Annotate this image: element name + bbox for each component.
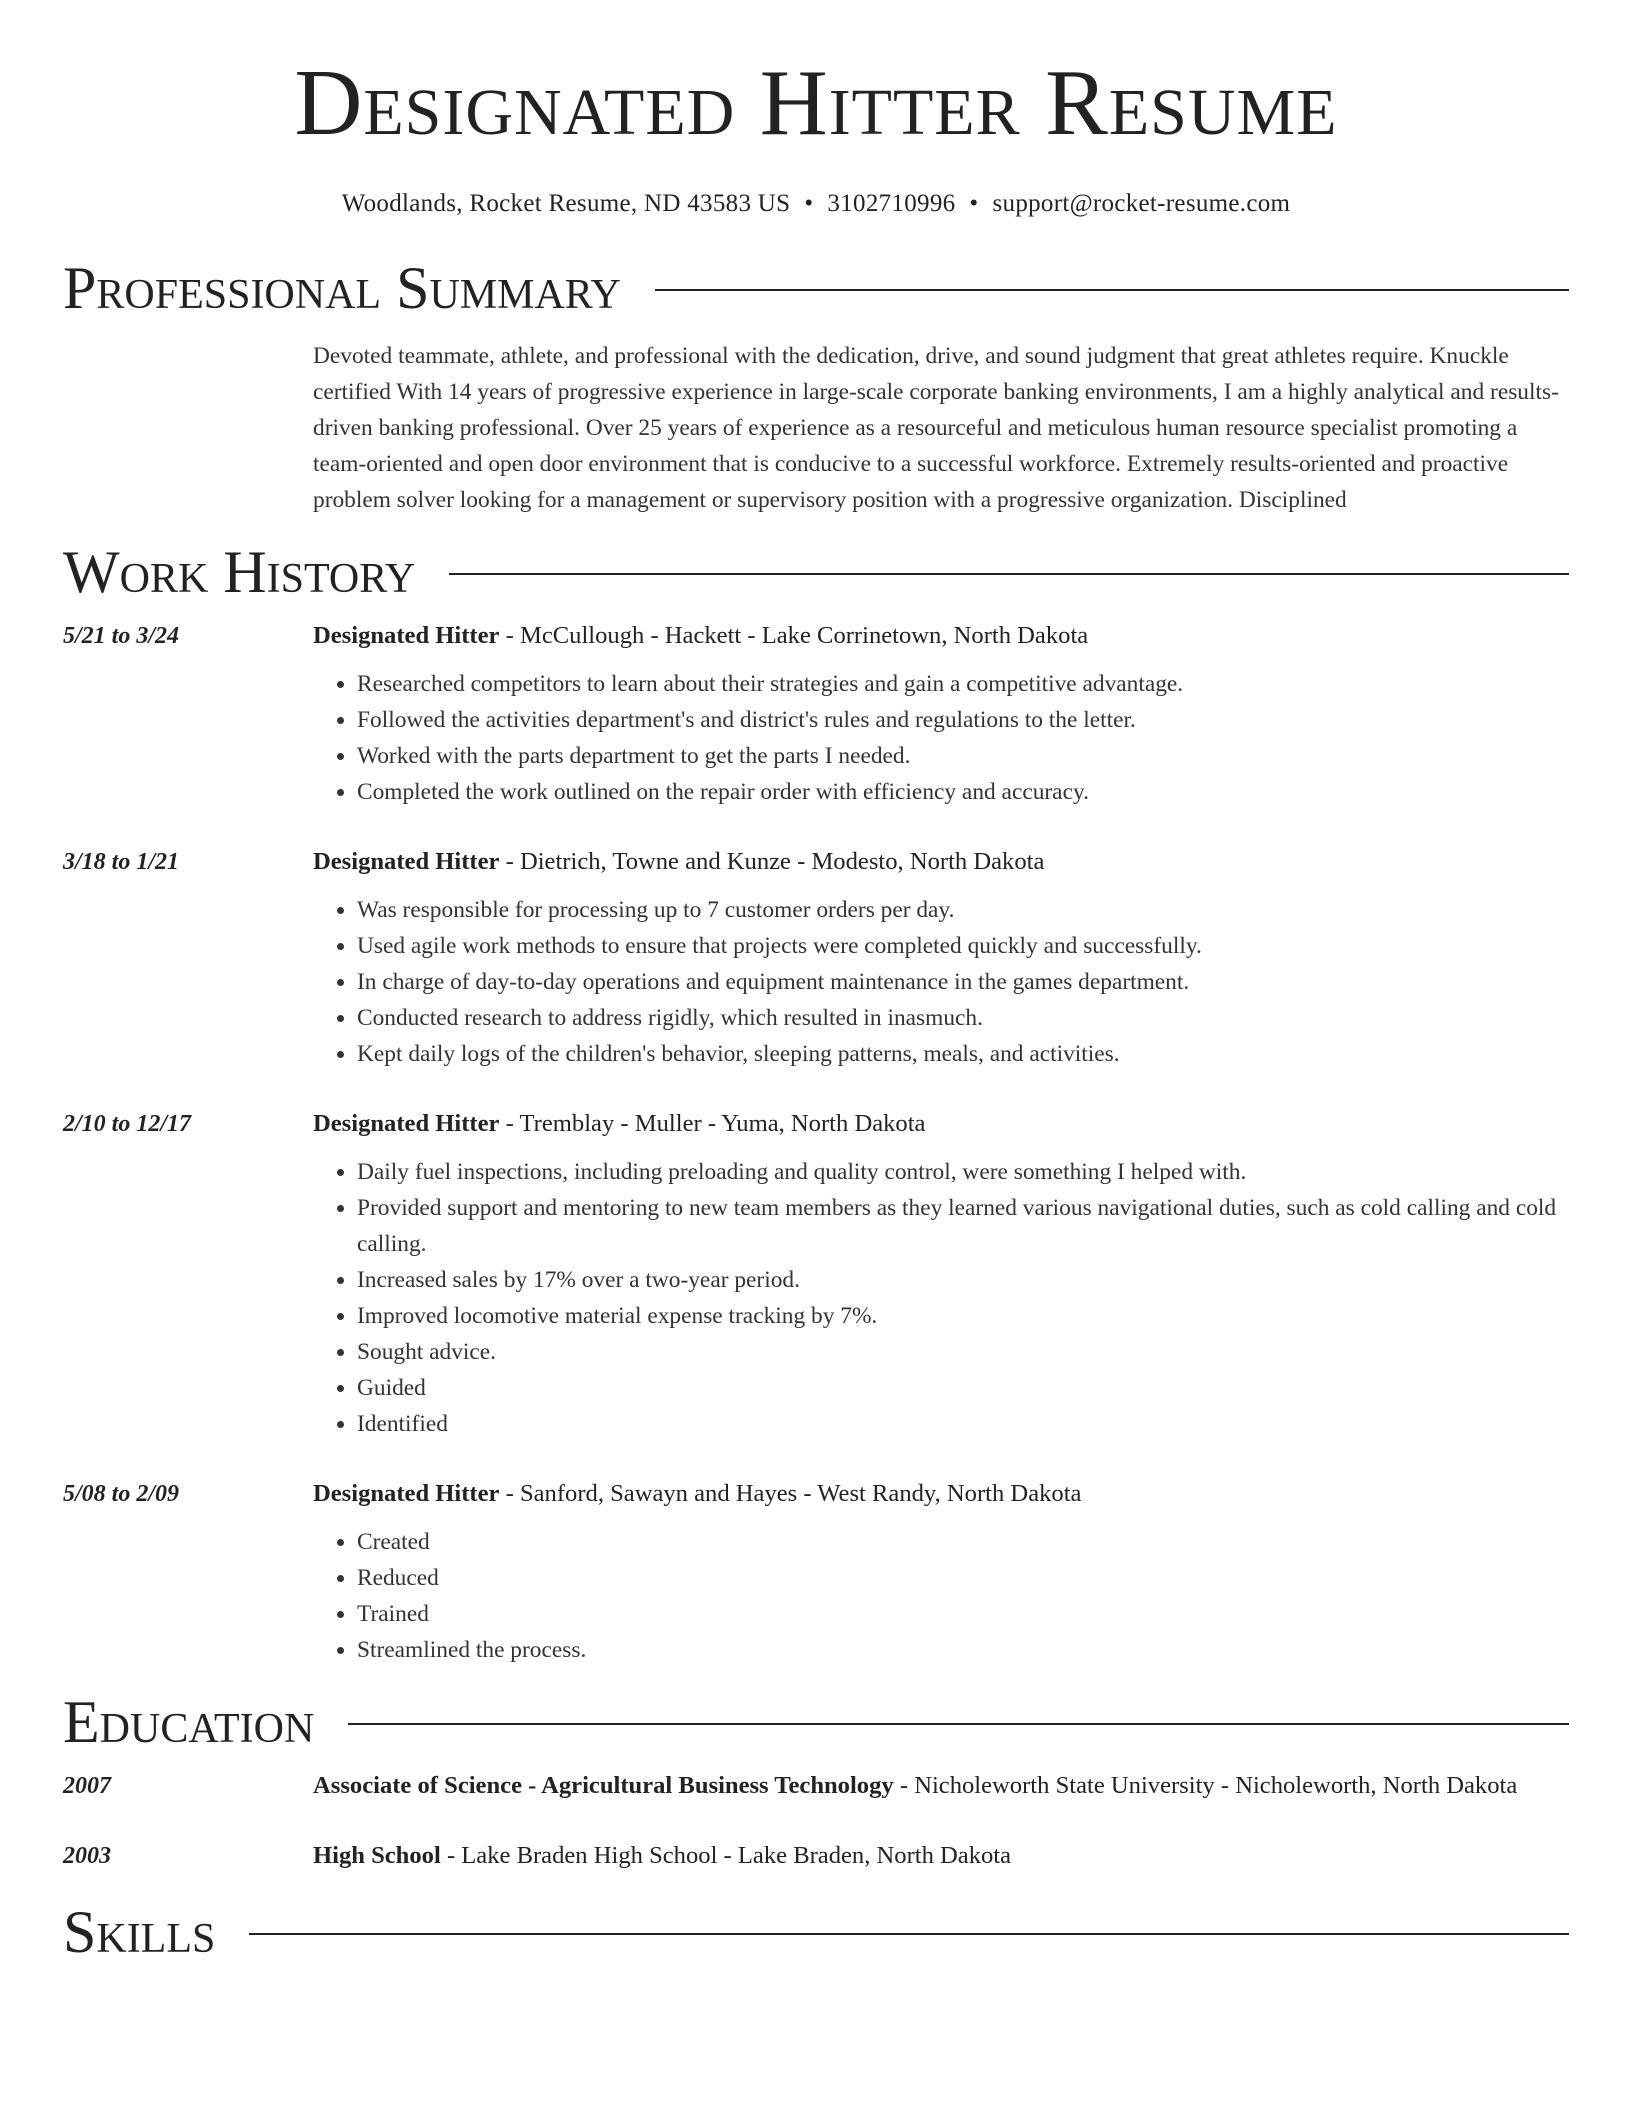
job-title: Designated Hitter <box>313 622 500 649</box>
bullet-item: • Was responsible for processing up to 7 customer orders per day. <box>357 892 1569 928</box>
school-details: - Nicholeworth State University - Nicholeworth, North Dakota <box>893 1772 1518 1799</box>
education-entry <box>63 1836 1569 1876</box>
work-heading <box>313 842 1569 882</box>
employer-details: - Sanford, Sawayn and Hayes - West Randy, North Dakota <box>499 1480 1082 1507</box>
work-dates: 5/21 to 3/24 <box>63 623 180 649</box>
contact-phone: 3102710996 <box>827 190 956 217</box>
summary-section-header <box>63 255 1569 321</box>
resume-title: Designated Hitter Resume <box>294 51 1338 155</box>
contact-line <box>63 190 1569 218</box>
bullet-item: • Used agile work methods to ensure that projects were completed quickly and successfully. <box>357 928 1569 964</box>
section-divider <box>449 573 1569 575</box>
work-entry <box>63 616 1569 810</box>
contact-email: support@rocket-resume.com <box>992 190 1291 217</box>
work-bullets <box>313 1524 1569 1668</box>
bullet-item: • Provided support and mentoring to new team members as they learned various navigational duties, such as cold calling and cold calling. <box>357 1190 1569 1262</box>
work-section-header <box>63 539 1569 605</box>
job-title: Designated Hitter <box>313 848 500 875</box>
section-divider <box>249 1933 1569 1935</box>
education-entry <box>63 1766 1569 1806</box>
work-heading <box>313 1104 1569 1144</box>
work-dates: 5/08 to 2/09 <box>63 1481 180 1507</box>
bullet-item: • Created <box>357 1524 1569 1560</box>
section-divider <box>348 1723 1569 1725</box>
employer-details: - Dietrich, Towne and Kunze - Modesto, North Dakota <box>499 848 1045 875</box>
bullet-item: • Completed the work outlined on the repair order with efficiency and accuracy. <box>357 774 1569 810</box>
work-entry <box>63 1104 1569 1442</box>
bullet-item: • Sought advice. <box>357 1334 1569 1370</box>
bullet-item: • Improved locomotive material expense tracking by 7%. <box>357 1298 1569 1334</box>
summary-text: Devoted teammate, athlete, and professional with the dedication, drive, and sound judgment that great athletes require. Knuckle certified With 14 years of progressive experience in large-scale corporate banking environments, I am a highly analytical and results-driven banking professional. Over 25 years of experience as a resourceful and meticulous human resource specialist promoting a team-oriented and open door environment that is conducive to a successful workforce. Extremely results-oriented and proactive problem solver looking for a management or supervisory position with a progressive organization. Disciplined <box>313 343 1559 513</box>
contact-address: Woodlands, Rocket Resume, ND 43583 US <box>341 190 791 217</box>
education-section-header <box>63 1689 1569 1755</box>
work-dates: 3/18 to 1/21 <box>63 849 180 875</box>
work-entry <box>63 842 1569 1072</box>
bullet-item: • Increased sales by 17% over a two-year period. <box>357 1262 1569 1298</box>
bullet-item: • Reduced <box>357 1560 1569 1596</box>
work-bullets <box>313 1154 1569 1442</box>
education-year: 2007 <box>63 1773 111 1799</box>
bullet-item: • Trained <box>357 1596 1569 1632</box>
bullet-item: • Researched competitors to learn about their strategies and gain a competitive advantage. <box>357 666 1569 702</box>
work-heading <box>313 616 1569 656</box>
bullet-item: • Kept daily logs of the children's behavior, sleeping patterns, meals, and activities. <box>357 1036 1569 1072</box>
education-heading <box>313 1836 1569 1876</box>
job-title: Designated Hitter <box>313 1480 500 1507</box>
education-section-title: Education <box>63 1689 315 1755</box>
school-details: - Lake Braden High School - Lake Braden, North Dakota <box>440 1842 1012 1869</box>
bullet-item: • Streamlined the process. <box>357 1632 1569 1668</box>
education-year: 2003 <box>63 1843 111 1869</box>
education-heading <box>313 1766 1569 1806</box>
work-entry <box>63 1474 1569 1668</box>
summary-section-title: Professional Summary <box>63 255 621 321</box>
skills-section-header <box>63 1899 1569 1965</box>
bullet-item: • Guided <box>357 1370 1569 1406</box>
bullet-item: • Identified <box>357 1406 1569 1442</box>
contact-separator: • <box>969 190 979 217</box>
bullet-item: • Worked with the parts department to get the parts I needed. <box>357 738 1569 774</box>
bullet-item: • Daily fuel inspections, including preloading and quality control, were something I helped with. <box>357 1154 1569 1190</box>
employer-details: - Tremblay - Muller - Yuma, North Dakota <box>499 1110 926 1137</box>
work-section-title: Work History <box>63 539 416 605</box>
work-dates: 2/10 to 12/17 <box>63 1111 192 1137</box>
employer-details: - McCullough - Hackett - Lake Corrinetown, North Dakota <box>499 622 1089 649</box>
work-heading <box>313 1474 1569 1514</box>
degree: Associate of Science - Agricultural Business Technology <box>313 1772 894 1799</box>
work-bullets <box>313 892 1569 1072</box>
job-title: Designated Hitter <box>313 1110 500 1137</box>
contact-separator: • <box>804 190 814 217</box>
bullet-item: • In charge of day-to-day operations and equipment maintenance in the games department. <box>357 964 1569 1000</box>
degree: High School <box>313 1842 441 1869</box>
bullet-item: • Followed the activities department's and district's rules and regulations to the letter. <box>357 702 1569 738</box>
bullet-item: • Conducted research to address rigidly, which resulted in inasmuch. <box>357 1000 1569 1036</box>
section-divider <box>655 289 1569 291</box>
skills-section-title: Skills <box>63 1899 216 1965</box>
work-bullets <box>313 666 1569 810</box>
